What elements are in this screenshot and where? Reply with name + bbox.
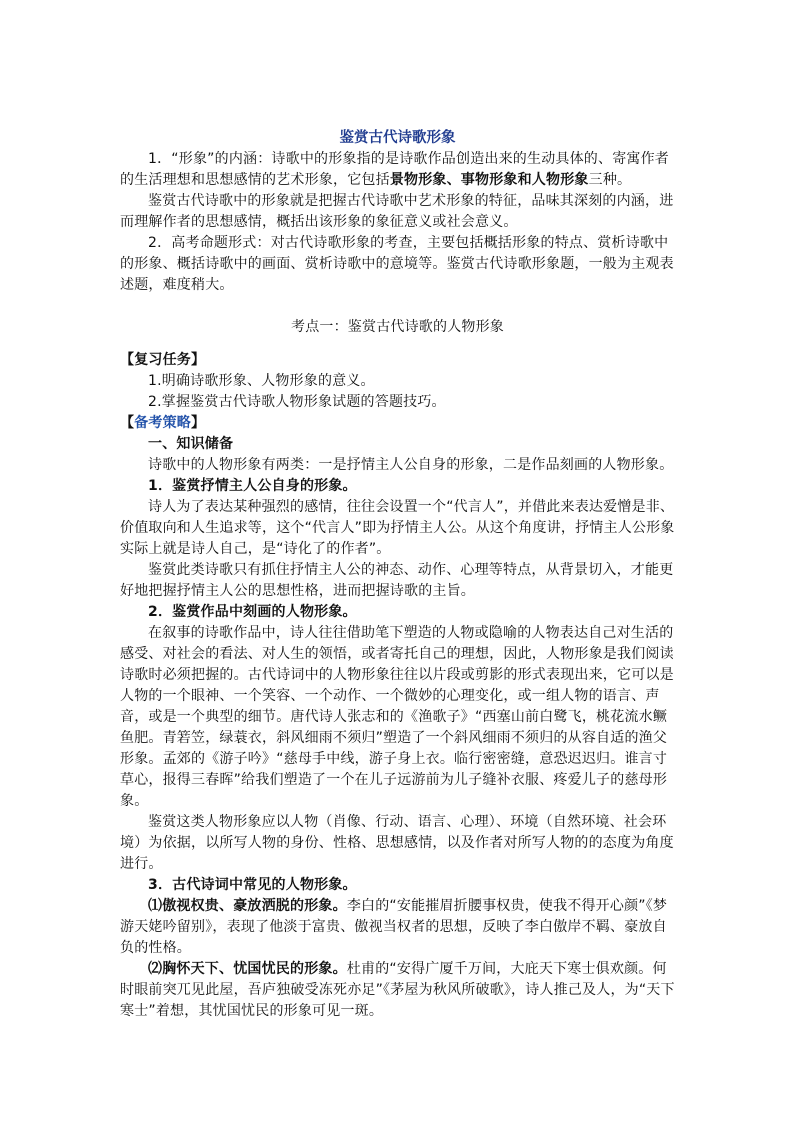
review-item-2: 2.掌握鉴赏古代诗歌人物形象试题的答题技巧。: [148, 394, 446, 410]
intro-bold-text: 景物形象、事物形象和人物形象: [389, 172, 589, 188]
intro-text-end: 三种。: [588, 172, 632, 188]
bracket-open: 【: [120, 415, 135, 431]
subsection-2-paragraph-1: 在叙事的诗歌作品中，诗人往往借助笔下塑造的人物或隐喻的人物表达自己对生活的感受、对社会的看法、对人生的领悟，或者寄托自己的理想，因此，人物形象是我们阅读诗歌时必须把握的。古代诗词中的人物形象往往以片段或剪影的形式表现出来，它可以是人物的一个眼神、一个笑容、一个动作、一个微妙的心理变化，或一组人物的语言、声音，或是一个典型的细节。唐代诗人张志和的《渔歌子》“西塞山前白鹭飞，桃花流水鳜鱼肥。青箬笠，绿蓑衣，斜风细雨不须归”塑造了一个斜风细雨不须归的从容自适的渔父形象。孟郊的《游子吟》“慈母手中线，游子身上衣。临行密密缝，意恐迟迟归。谁言寸草心，报得三春晖”给我们塑造了一个在儿子远游前为儿子缝补衣服、疼爱儿子的慈母形象。: [120, 625, 674, 809]
subsection-3-item-1: [120, 896, 675, 959]
subsection-3-item-2: [120, 959, 675, 1022]
review-heading: 【复习任务】: [120, 352, 206, 368]
subsection-2-title: 2．鉴赏作品中刻画的人物形象。: [148, 604, 357, 620]
section-title: 考点一：鉴赏古代诗歌的人物形象: [291, 319, 504, 335]
item-2-bold: ⑵胸怀天下、忧国忧民的形象。: [148, 961, 347, 977]
intro-paragraph-3: 2．高考命题形式：对古代诗歌形象的考查，主要包括概括形象的特点、赏析诗歌中的形象、概括诗歌中的画面、赏析诗歌中的意境等。鉴赏古代诗歌形象题，一般为主观表述题，难度稍大。: [120, 235, 674, 293]
intro-paragraph-1: [120, 149, 675, 191]
review-item-1: 1.明确诗歌形象、人物形象的意义。: [148, 373, 375, 389]
knowledge-intro: 诗歌中的人物形象有两类：一是抒情主人公自身的形象，二是作品刻画的人物形象。: [148, 457, 674, 473]
subsection-1-paragraph-2: 鉴赏此类诗歌只有抓住抒情主人公的神态、动作、心理等特点，从背景切入，才能更好地把握抒情主人公的思想性格，进而把握诗歌的主旨。: [120, 562, 674, 599]
subsection-1-title: 1．鉴赏抒情主人公自身的形象。: [148, 478, 357, 494]
bracket-close: 】: [191, 415, 206, 431]
item-1-bold: ⑴傲视权贵、豪放洒脱的形象。: [148, 898, 347, 914]
strategy-heading: [120, 413, 675, 434]
intro-paragraph-2: 鉴赏古代诗歌中的形象就是把握古代诗歌中艺术形象的特征，品味其深刻的内涵，进而理解作者的思想感情，概括出该形象的象征意义或社会意义。: [120, 193, 674, 230]
item-1-text: 李白的“安能摧眉折腰事权贵，使我不得开心颜”《梦游天姥吟留别》，表现了他淡于富贵、傲视当权者的思想，反映了李白傲岸不羁、豪放自负的性格。: [120, 898, 668, 956]
knowledge-heading: 一、知识储备: [148, 436, 234, 452]
subsection-1-paragraph-1: 诗人为了表达某种强烈的感情，往往会设置一个“代言人”，并借此来表达爱憎是非、价值取向和人生追求等，这个“代言人”即为抒情主人公。从这个角度讲，抒情主人公形象实际上就是诗人自己，是“诗化了的作者”。: [120, 499, 675, 557]
strategy-heading-word: 备考策略: [134, 415, 192, 431]
subsection-2-paragraph-2: 鉴赏这类人物形象应以人物（肖像、行动、语言、心理）、环境（自然环境、社会环境）为依据，以所写人物的身份、性格、思想感情，以及作者对所写人物的的态度为角度进行。: [120, 814, 674, 872]
subsection-3-title: 3．古代诗词中常见的人物形象。: [148, 877, 357, 893]
document-page: [120, 128, 675, 1022]
page-title: 鉴赏古代诗歌形象: [339, 130, 456, 146]
intro-text: 1．“形象”的内涵：诗歌中的形象指的是诗歌作品创造出来的生动具体的、寄寓作者的生活理想和思想感情的艺术形象，它包括: [120, 151, 670, 188]
item-2-text: 杜甫的“安得广厦千万间，大庇天下寒士俱欢颜。何时眼前突兀见此屋，吾庐独破受冻死亦足”《茅屋为秋风所破歌》，诗人推己及人，为“天下寒士”着想，其忧国忧民的形象可见一斑。: [120, 961, 675, 1019]
